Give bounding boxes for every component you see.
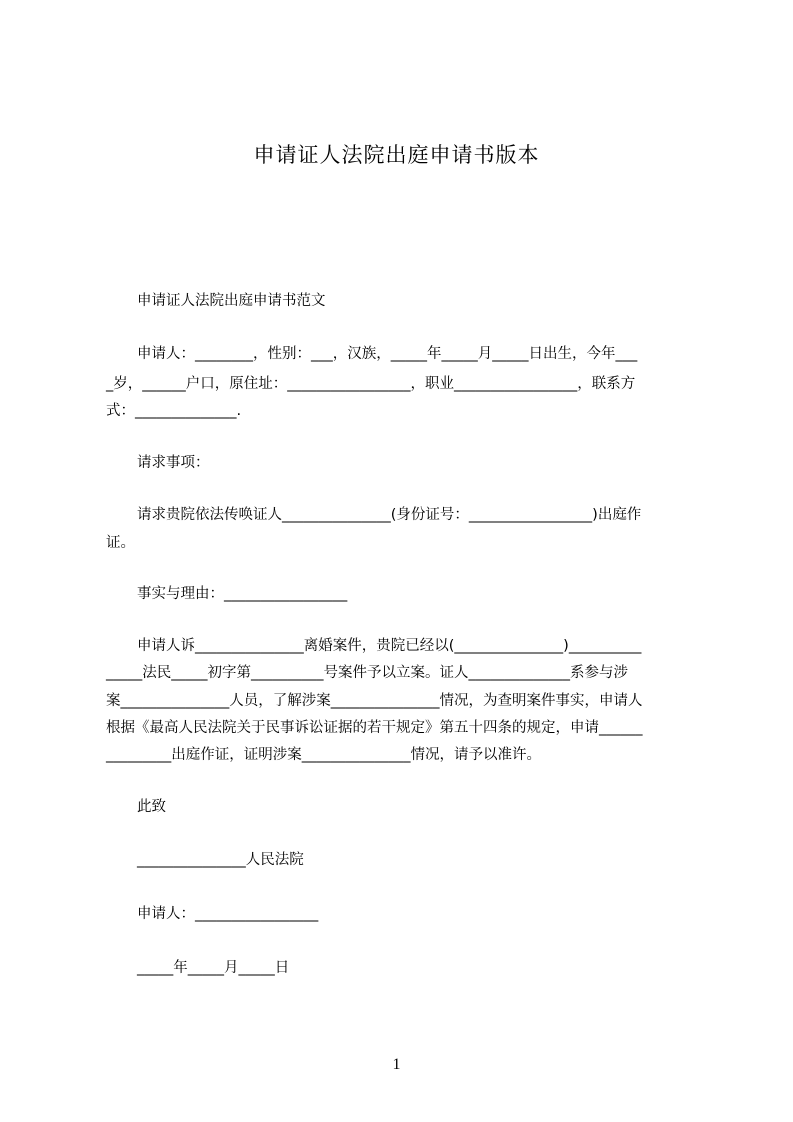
document-subtitle: 申请证人法院出庭申请书范文 bbox=[137, 293, 326, 309]
page-number: 1 bbox=[392, 1056, 401, 1073]
facts-heading: 事实与理由：_________________ bbox=[137, 586, 348, 602]
facts-body-line-1: 申请人诉_______________离婚案件，贵院已经以(_______________)__________ bbox=[137, 638, 642, 654]
request-body-line-2: 证。 bbox=[106, 535, 135, 551]
facts-body-line-4: 根据《最高人民法院关于民事诉讼证据的若干规定》第五十四条的规定，申请______ bbox=[106, 720, 643, 736]
court-line: _______________人民法院 bbox=[137, 852, 304, 868]
facts-body-line-2: _____法民_____初字第__________号案件予以立案。证人______________系参与涉 bbox=[106, 665, 628, 681]
request-heading: 请求事项： bbox=[137, 455, 210, 471]
applicant-info-line-1: 申请人：________，性别：___，汉族，_____年_____月_____日出生，今年___ bbox=[137, 346, 638, 362]
closing-salutation: 此致 bbox=[137, 799, 166, 815]
date-line: _____年_____月_____日 bbox=[137, 960, 290, 976]
signature-line: 申请人：_________________ bbox=[137, 906, 319, 922]
applicant-info-line-3: 式：______________. bbox=[106, 403, 242, 419]
request-body-line-1: 请求贵院依法传唤证人_______________(身份证号：_________________)出庭作 bbox=[137, 507, 642, 523]
applicant-info-line-2: _岁，______户口，原住址：_________________，职业_________________，联系方 bbox=[106, 376, 636, 392]
facts-body-line-5: _________出庭作证，证明涉案_______________情况，请予以准许。 bbox=[106, 747, 541, 763]
page-title: 申请证人法院出庭申请书版本 bbox=[253, 143, 540, 167]
facts-body-line-3: 案_______________人员，了解涉案_______________情况，为查明案件事实，申请人 bbox=[106, 693, 643, 709]
